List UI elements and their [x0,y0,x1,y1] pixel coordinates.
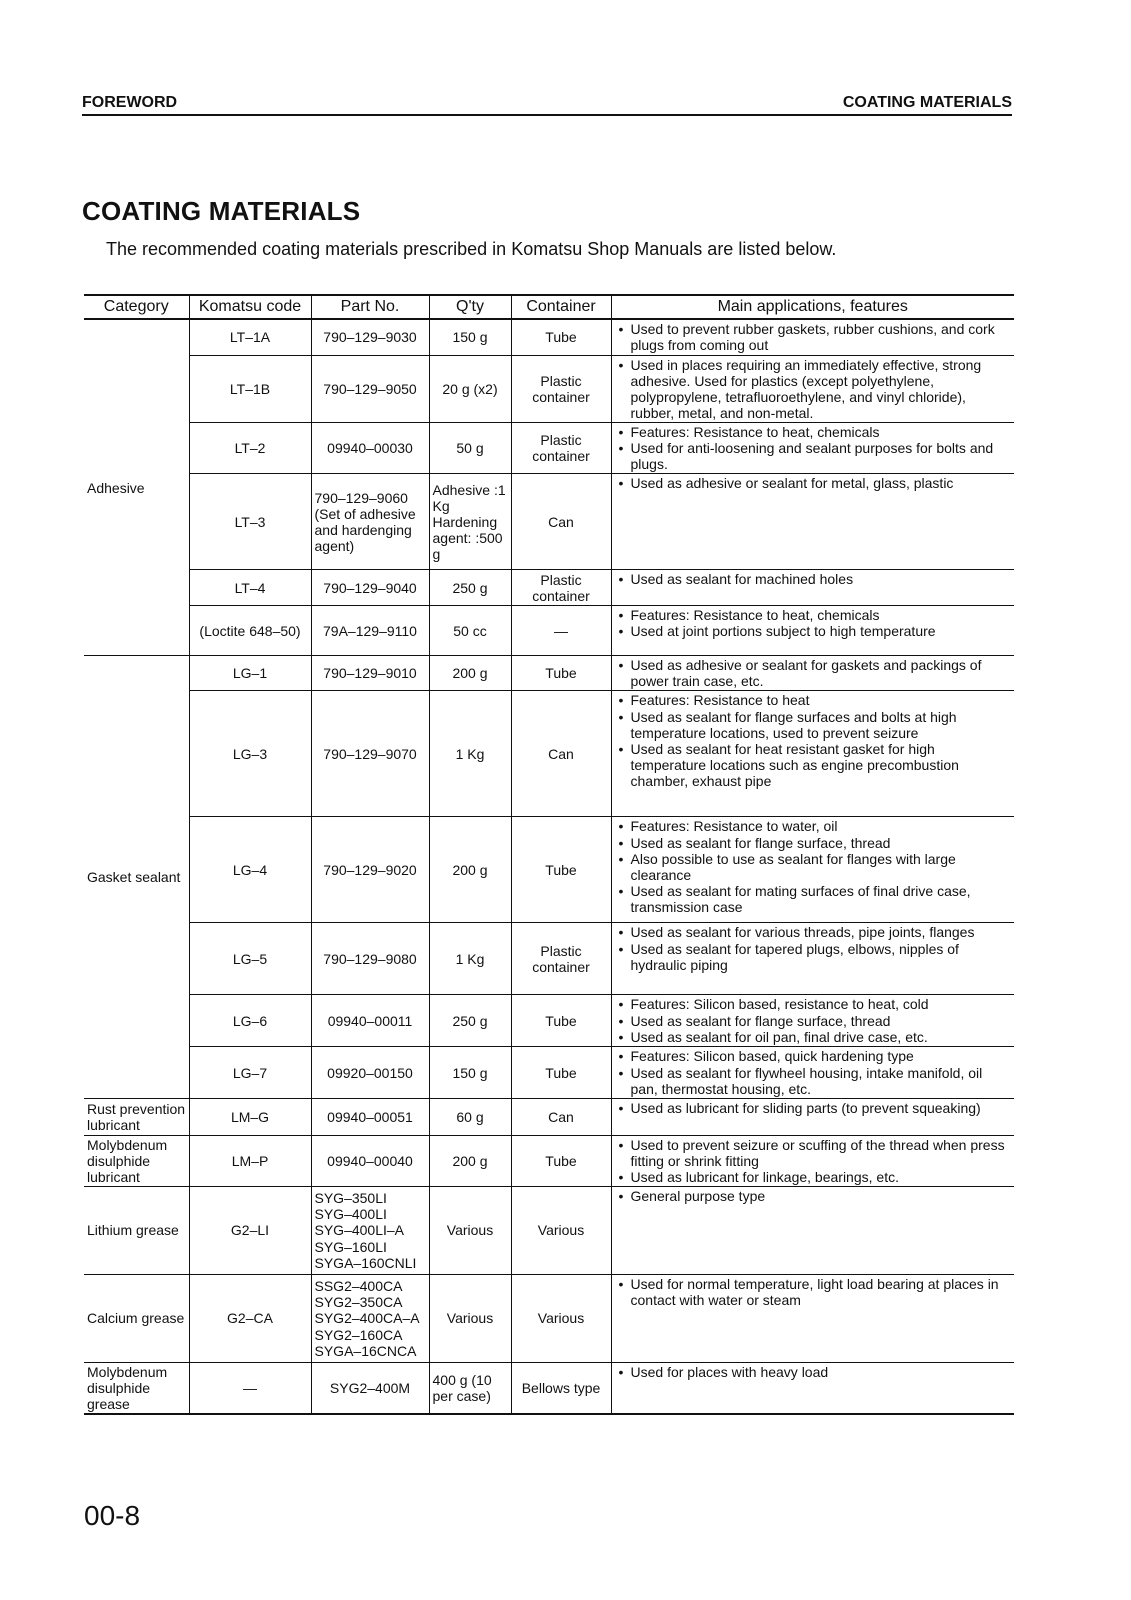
komatsu-code-cell: LG–7 [189,1047,311,1098]
applications-cell [611,422,1014,473]
applications-list [615,424,1012,472]
quantity-cell: 250 g [429,995,511,1047]
quantity-cell: 200 g [429,656,511,691]
page-number: 00-8 [84,1500,141,1531]
komatsu-code-cell: LG–6 [189,995,311,1047]
table-row [84,656,1014,691]
intro-text: The recommended coating materials prescribed in Komatsu Shop Manuals are listed below. [106,239,837,259]
komatsu-code-cell: LM–G [189,1098,311,1135]
application-item: • Used at joint portions subject to high temperature [615,623,1012,639]
applications-cell [611,606,1014,656]
table-row [84,319,1014,355]
container-cell: Plastic container [511,923,611,995]
category-cell: Molybdenum disulphide lubricant [84,1135,189,1186]
part-number-cell: 09940–00051 [311,1098,429,1135]
applications-cell [611,474,1014,570]
application-item: • Used as lubricant for sliding parts (to prevent squeaking) [615,1100,1012,1116]
applications-list [615,1137,1012,1185]
category-cell: Adhesive [84,319,189,655]
table-row [84,606,1014,656]
container-cell: Tube [511,1135,611,1186]
table-row [84,1135,1014,1186]
komatsu-code-cell: LT–3 [189,474,311,570]
part-number-cell: 790–129–9040 [311,570,429,606]
part-number-cell: SYG–350LI SYG–400LI SYG–400LI–A SYG–160LI SYGA–160CNLI [311,1186,429,1274]
header-section-label: FOREWORD [82,94,178,111]
container-cell: Tube [511,817,611,923]
container-cell: Plastic container [511,355,611,422]
komatsu-code-cell: G2–CA [189,1274,311,1362]
table-row [84,691,1014,817]
komatsu-code-cell: LT–1B [189,355,311,422]
applications-list [615,607,1012,639]
part-number-cell: 790–129–9030 [311,319,429,355]
coating-materials-table [84,294,1014,1415]
part-number-cell: 790–129–9050 [311,355,429,422]
application-item: • Used as sealant for flange surface, thread [615,835,1012,851]
quantity-cell: 50 g [429,422,511,473]
application-item: • Used for places with heavy load [615,1364,1012,1380]
applications-cell [611,1362,1014,1414]
table-row [84,1047,1014,1098]
container-cell: Plastic container [511,570,611,606]
category-cell: Lithium grease [84,1186,189,1274]
quantity-cell: 150 g [429,319,511,355]
application-item: • Used in places requiring an immediately effective, strong adhesive. Used for plastics (except polyethylene, polypropylene, tetrafluoroethylene, and vinyl chloride), rubber, metal, and non-metal. [615,357,1012,421]
table-row [84,1186,1014,1274]
col-header-qty: Q'ty [429,295,511,319]
application-item: • Used to prevent seizure or scuffing of the thread when press fitting or shrink fitting [615,1137,1012,1169]
container-cell: Bellows type [511,1362,611,1414]
container-cell: Various [511,1186,611,1274]
category-cell: Calcium grease [84,1274,189,1362]
application-item: • Used as sealant for flange surfaces and bolts at high temperature locations, used to prevent seizure [615,709,1012,741]
container-cell: Tube [511,995,611,1047]
quantity-cell: 1 Kg [429,923,511,995]
quantity-cell: Various [429,1186,511,1274]
table-row [84,474,1014,570]
table-body [84,319,1014,1414]
applications-cell [611,1135,1014,1186]
application-item: • Used as sealant for flange surface, thread [615,1013,1012,1029]
komatsu-code-cell: LT–2 [189,422,311,473]
applications-list [615,692,1012,789]
category-cell: Molybdenum disulphide grease [84,1362,189,1414]
page-header [82,92,1012,116]
application-item: • Used as sealant for heat resistant gasket for high temperature locations such as engine precombustion chamber, exhaust pipe [615,741,1012,789]
applications-cell [611,355,1014,422]
application-item: • Features: Resistance to heat, chemicals [615,424,1012,440]
application-item: • General purpose type [615,1188,1012,1204]
page-title: COATING MATERIALS [82,196,361,226]
komatsu-code-cell: G2–LI [189,1186,311,1274]
application-item: • Used as sealant for tapered plugs, elbows, nipples of hydraulic piping [615,941,1012,973]
applications-list [615,996,1012,1044]
applications-cell [611,923,1014,995]
part-number-cell: 79A–129–9110 [311,606,429,656]
part-number-cell: 790–129–9080 [311,923,429,995]
header-chapter-label: COATING MATERIALS [842,94,1012,111]
application-item: • Also possible to use as sealant for flanges with large clearance [615,851,1012,883]
applications-list [615,475,1012,491]
container-cell: Plastic container [511,422,611,473]
container-cell: Can [511,1098,611,1135]
container-cell: Various [511,1274,611,1362]
application-item: • Used as lubricant for linkage, bearings, etc. [615,1169,1012,1185]
quantity-cell: 200 g [429,817,511,923]
quantity-cell: 1 Kg [429,691,511,817]
applications-list [615,357,1012,421]
table-row [84,570,1014,606]
applications-list [615,818,1012,915]
application-item: • Used to prevent rubber gaskets, rubber cushions, and cork plugs from coming out [615,321,1012,353]
komatsu-code-cell: LT–4 [189,570,311,606]
col-header-category: Category [84,295,189,319]
container-cell: Tube [511,1047,611,1098]
part-number-cell: SSG2–400CA SYG2–350CA SYG2–400CA–A SYG2–160CA SYGA–16CNCA [311,1274,429,1362]
applications-list [615,1188,1012,1204]
application-item: • Features: Resistance to heat, chemicals [615,607,1012,623]
table-row [84,923,1014,995]
quantity-cell: 400 g (10 per case) [429,1362,511,1414]
application-item: • Features: Resistance to water, oil [615,818,1012,834]
applications-list [615,657,1012,689]
quantity-cell: 50 cc [429,606,511,656]
category-cell: Rust prevention lubricant [84,1098,189,1135]
category-cell: Gasket sealant [84,656,189,1098]
container-cell: — [511,606,611,656]
applications-list [615,321,1012,353]
col-header-container: Container [511,295,611,319]
applications-list [615,571,1012,587]
container-cell: Can [511,691,611,817]
komatsu-code-cell: — [189,1362,311,1414]
applications-list [615,1100,1012,1116]
table-row [84,1362,1014,1414]
part-number-cell: 09940–00011 [311,995,429,1047]
table-row [84,355,1014,422]
part-number-cell: 790–129–9070 [311,691,429,817]
application-item: • Used for anti-loosening and sealant purposes for bolts and plugs. [615,440,1012,472]
container-cell: Tube [511,656,611,691]
applications-cell [611,570,1014,606]
applications-list [615,1364,1012,1380]
application-item: • Used for normal temperature, light load bearing at places in contact with water or steam [615,1276,1012,1308]
applications-cell [611,817,1014,923]
part-number-cell: 09940–00030 [311,422,429,473]
application-item: • Features: Silicon based, quick hardening type [615,1048,1012,1064]
part-number-cell: 09940–00040 [311,1135,429,1186]
applications-cell [611,995,1014,1047]
table-row [84,817,1014,923]
application-item: • Used as adhesive or sealant for metal, glass, plastic [615,475,1012,491]
quantity-cell: 60 g [429,1098,511,1135]
quantity-cell: 20 g (x2) [429,355,511,422]
quantity-cell: Adhesive :1 Kg Hardening agent: :500 g [429,474,511,570]
part-number-cell: 790–129–9060 (Set of adhesive and hardenging agent) [311,474,429,570]
komatsu-code-cell: LM–P [189,1135,311,1186]
application-item: • Used as sealant for oil pan, final drive case, etc. [615,1029,1012,1045]
container-cell: Tube [511,319,611,355]
quantity-cell: 200 g [429,1135,511,1186]
part-number-cell: 790–129–9020 [311,817,429,923]
applications-list [615,924,1012,972]
applications-cell [611,691,1014,817]
col-header-part-no: Part No. [311,295,429,319]
application-item: • Used as sealant for various threads, pipe joints, flanges [615,924,1012,940]
application-item: • Used as adhesive or sealant for gaskets and packings of power train case, etc. [615,657,1012,689]
table-row [84,422,1014,473]
part-number-cell: 09920–00150 [311,1047,429,1098]
container-cell: Can [511,474,611,570]
table-header-row [84,295,1014,319]
col-header-applications: Main applications, features [611,295,1014,319]
komatsu-code-cell: (Loctite 648–50) [189,606,311,656]
application-item: • Used as sealant for flywheel housing, intake manifold, oil pan, thermostat housing, etc. [615,1065,1012,1097]
applications-list [615,1276,1012,1308]
application-item: • Features: Silicon based, resistance to heat, cold [615,996,1012,1012]
applications-cell [611,1047,1014,1098]
komatsu-code-cell: LG–4 [189,817,311,923]
komatsu-code-cell: LT–1A [189,319,311,355]
komatsu-code-cell: LG–5 [189,923,311,995]
applications-cell [611,1098,1014,1135]
table-row [84,995,1014,1047]
applications-cell [611,1274,1014,1362]
col-header-code: Komatsu code [189,295,311,319]
komatsu-code-cell: LG–1 [189,656,311,691]
application-item: • Features: Resistance to heat [615,692,1012,708]
applications-list [615,1048,1012,1096]
part-number-cell: 790–129–9010 [311,656,429,691]
application-item: • Used as sealant for machined holes [615,571,1012,587]
quantity-cell: 150 g [429,1047,511,1098]
applications-cell [611,319,1014,355]
quantity-cell: 250 g [429,570,511,606]
applications-cell [611,656,1014,691]
komatsu-code-cell: LG–3 [189,691,311,817]
application-item: • Used as sealant for mating surfaces of final drive case, transmission case [615,883,1012,915]
quantity-cell: Various [429,1274,511,1362]
table-row [84,1098,1014,1135]
applications-cell [611,1186,1014,1274]
part-number-cell: SYG2–400M [311,1362,429,1414]
table-row [84,1274,1014,1362]
